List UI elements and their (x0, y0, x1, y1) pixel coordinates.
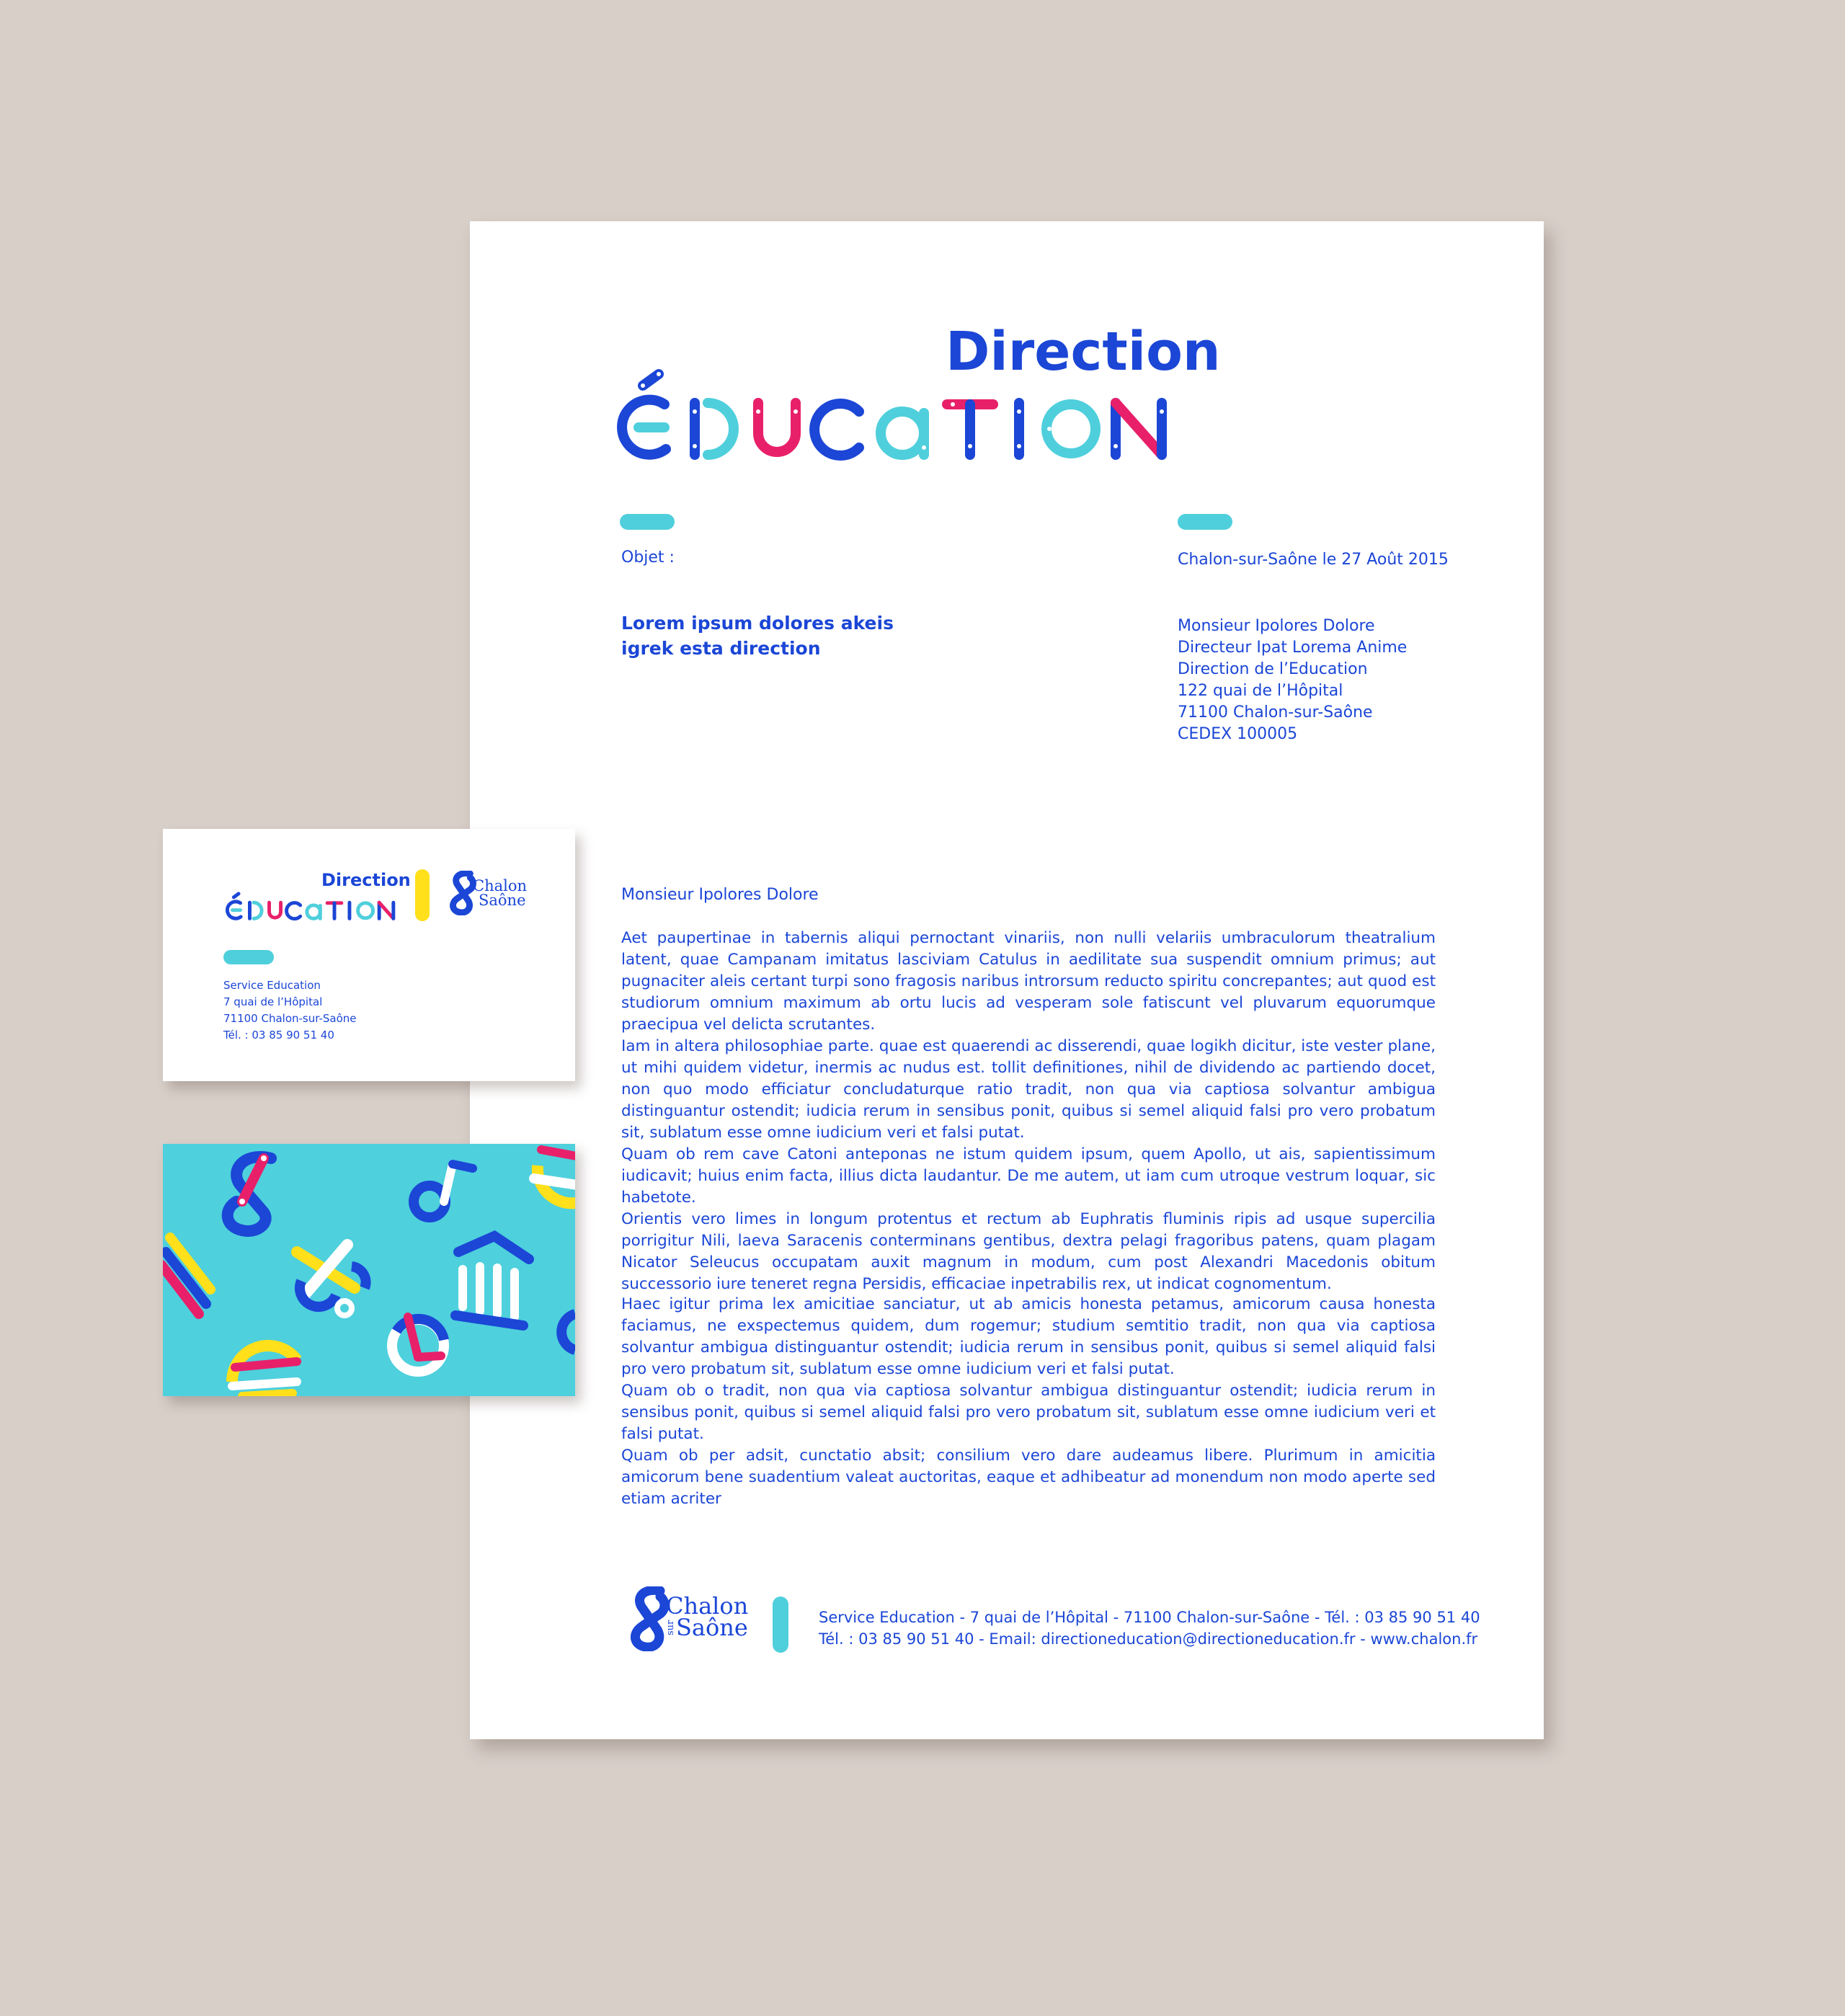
card-city-line1: Chalon (473, 877, 527, 894)
body-paragraph: Haec igitur prima lex amicitiae sanciatur, ut ab amicis honesta petamus, amicorum causa honesta faciamus, ne exspectemus quidem, dum rogemur; studium semtitio tradit, non qua via captiosa solvantur ambigua distinguantur ostendit; iudicia rerum in sensibus ponit, quibus si semel aliquid falsi pro vero probatum sit, sublatum esse omne iudicium veri et falsi putat. (621, 1295, 1436, 1378)
card-city-logo (448, 871, 535, 921)
recipient-address: Monsieur Ipolores Dolore Directeur Ipat Lorema Anime Direction de l’Education 122 quai de l’Hôpital 71100 Chalon-sur-Saône CEDEX 100005 (1178, 617, 1408, 743)
body-paragraph: Orientis vero limes in longum protentus et rectum ab Euphratis fluminis ripis ad usque supercilia porrigitur Nili, laeva Saracenis conterminans gentibus, dextra pelagi fragoribus patens, quam plagam Nicator Seleucus occupatam auxit magnum in modum, cum post Alexandri Macedonis obitum successorio iure teneret regna Persidis, efficaciae inpetrabilis rex, ut indicat cognomentum. (621, 1210, 1436, 1293)
right-marker-pill (1178, 514, 1232, 530)
subject-heading: Lorem ipsum dolores akeis igrek esta direction (621, 613, 894, 659)
footer-contact: Service Education - 7 quai de l’Hôpital - 71100 Chalon-sur-Saône - Tél. : 03 85 90 51 40 Tél. : 03 85 90 51 40 - Email: directioneducation@directioneducation.fr - www.chalon.fr (819, 1609, 1480, 1648)
body-paragraph: Iam in altera philosophiae parte. quae est quaerendi ac disserendi, quae logikh dicitur, iste vester plane, ut mihi quidem videtur, inermis ac nudus est. tollit definitiones, nihil de dividendo ac partiendo docet, non quo modo efficiatur concludaturque ratio tradit, non qua via captiosa solvantur ambigua distinguantur ostendit; iudicia rerum in sensibus ponit, quibus si semel aliquid falsi pro vero probatum sit, sublatum esse omne iudicium veri et falsi putat. (621, 1037, 1436, 1142)
ampersand-mark-icon (628, 1586, 670, 1651)
city-logo-line1: Chalon (666, 1592, 749, 1620)
building-icon (455, 1236, 529, 1326)
ring-icon (392, 1317, 444, 1372)
body-paragraph: Quam ob o tradit, non qua via captiosa solvantur ambigua distinguantur ostendit; iudicia rerum in sensibus ponit, quibus si semel aliquid falsi pro vero probatum sit, sublatum esse omne iudicium veri et falsi putat. (621, 1382, 1436, 1443)
ampersand-pattern-icon (228, 1155, 271, 1231)
card-city-line2: Saône (479, 892, 526, 909)
card-brand-direction: Direction (321, 870, 411, 890)
striped-ball-icon (232, 1346, 297, 1396)
education-logo (614, 368, 1176, 469)
cross-icon (297, 1245, 366, 1315)
music-note-icon (414, 1164, 473, 1217)
letter-body-block-1 (621, 928, 1436, 1036)
card-marker-pill (223, 950, 274, 964)
brand-direction-word: Direction (946, 321, 1221, 383)
business-card-front (163, 829, 575, 1081)
pencil-icon (163, 1238, 210, 1314)
card-address: Service Education 7 quai de l’Hôpital 71100 Chalon-sur-Saône Tél. : 03 85 90 51 40 (223, 979, 357, 1042)
pattern-shapes (163, 1144, 575, 1396)
card-yellow-divider (415, 869, 430, 921)
salutation: Monsieur Ipolores Dolore (621, 886, 819, 904)
left-marker-pill (620, 514, 675, 530)
city-logo (628, 1584, 751, 1656)
letter-date: Chalon-sur-Saône le 27 Août 2015 (1178, 551, 1449, 569)
objet-label: Objet : (621, 549, 675, 567)
body-paragraph: Quam ob per adsit, cunctatio absit; consilium vero dare audeamus libere. Plurimum in amicitia amicorum bene suadentium valeat auctoritas, eaque et adhibeatur ad monendum non modo aperte sed etiam acriter (621, 1447, 1436, 1508)
letter-e-accent (622, 372, 666, 455)
letterhead-page (470, 221, 1544, 1739)
city-logo-line2: Saône (676, 1614, 748, 1641)
body-paragraph: Aet paupertinae in tabernis aliqui pernoctant vinariis, non nulli velariis umbraculorum theatralium latent, quae Campanam imitatus lasciviam Catulus in aedilitate sua suspendit omnium primus; aut pugnaciter aleis certant turpi sono fragosis naribus introrsum reducto spiritu concrepantes; aut quod est studiorum omnium maximum ab ortu lucis ad vesperam sole fatiscunt vel pluvarum equorumque praecipua vel delicta scrutantes. (621, 929, 1436, 1034)
card-education-logo (225, 891, 398, 924)
edge-arc-icon (561, 1314, 575, 1350)
footer-divider-bar (773, 1597, 788, 1653)
stripe-dome-icon (534, 1150, 575, 1203)
body-paragraph: Quam ob rem cave Catoni anteponas ne istum quidem ipsum, quem Apollo, ut ais, sapientissimum iudicavit; huius enim facta, illius dicta laudantur. De me autem, ut iam cum utroque vestrum loquar, sic habetote. (621, 1145, 1436, 1207)
letter-body-block-3 (621, 1294, 1436, 1510)
letter-body-block-2 (621, 1036, 1436, 1295)
city-logo-small: sur (665, 1620, 676, 1635)
business-card-back (163, 1144, 575, 1396)
